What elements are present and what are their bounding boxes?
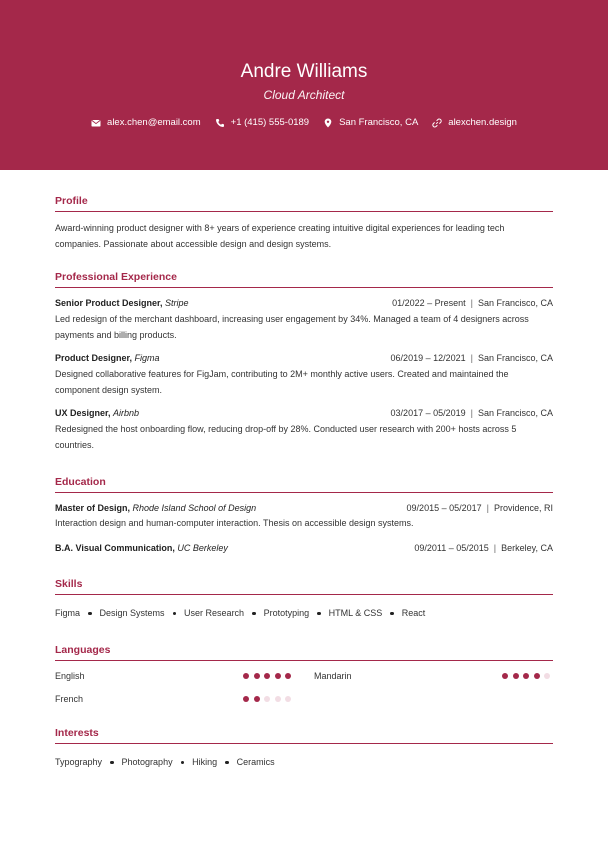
level-dot-filled bbox=[523, 673, 529, 679]
level-dot-filled bbox=[243, 696, 249, 702]
experience-entry bbox=[55, 352, 553, 398]
entry-description bbox=[55, 312, 553, 343]
level-dot-filled bbox=[264, 673, 270, 679]
contact-website[interactable] bbox=[432, 116, 517, 130]
language-name: Mandarin bbox=[314, 671, 352, 681]
entry-description-line: Designed collaborative features for FigJam, contributing to 2M+ monthly active users. Created and maintained the bbox=[55, 369, 509, 379]
mail-icon bbox=[91, 118, 101, 128]
entry-dates: 03/2017 – 05/2019 bbox=[390, 408, 466, 418]
skills-list bbox=[55, 607, 553, 620]
contact-phone-text: +1 (415) 555-0189 bbox=[230, 117, 310, 128]
interests-list bbox=[55, 756, 553, 769]
entry-header: UX Designer, Airbnb 03/2017 – 05/2019 | San Francisco, CA bbox=[55, 408, 553, 418]
level-dot-empty bbox=[285, 696, 291, 702]
contact-location bbox=[323, 116, 418, 130]
contact-email-text: alex.chen@email.com bbox=[107, 117, 201, 128]
level-dot-filled bbox=[254, 673, 260, 679]
entry-location: San Francisco, CA bbox=[477, 408, 553, 418]
level-dot-filled bbox=[254, 696, 260, 702]
level-dot-filled bbox=[502, 673, 508, 679]
entry-role: UX Designer, bbox=[55, 408, 111, 418]
language-level-mandarin bbox=[502, 673, 550, 679]
skill-item: HTML & CSS bbox=[328, 608, 383, 618]
skill-item: Prototyping bbox=[263, 608, 310, 618]
section-title-education: Education bbox=[55, 475, 553, 493]
entry-header: Senior Product Designer, Stripe 01/2022 – Present | San Francisco, CA bbox=[55, 298, 553, 308]
profile-section bbox=[55, 194, 553, 252]
location-pin-icon bbox=[323, 118, 333, 128]
person-name: Andre Williams bbox=[240, 61, 368, 82]
phone-icon bbox=[215, 118, 225, 128]
education-entry bbox=[55, 542, 553, 555]
profile-summary-line: Award-winning product designer with 8+ years of experience creating intuitive digital experiences for leading tech bbox=[55, 223, 505, 233]
skills-section bbox=[55, 577, 553, 620]
level-dot-filled bbox=[243, 673, 249, 679]
language-name: French bbox=[55, 694, 84, 704]
language-level-english bbox=[243, 673, 291, 679]
contact-bar bbox=[0, 116, 608, 130]
entry-header: Product Designer, Figma 06/2019 – 12/2021 | San Francisco, CA bbox=[55, 353, 553, 363]
contact-website-text: alexchen.design bbox=[448, 117, 517, 128]
job-title: Cloud Architect bbox=[263, 88, 345, 102]
entry-dates: 09/2011 – 05/2015 bbox=[414, 542, 489, 553]
entry-company: Figma bbox=[134, 353, 160, 363]
entry-role: Product Designer, bbox=[55, 353, 133, 363]
interests-section bbox=[55, 726, 553, 769]
level-dot-empty bbox=[544, 673, 550, 679]
contact-phone[interactable] bbox=[215, 116, 309, 130]
entry-dates: 09/2015 – 05/2017 bbox=[406, 503, 482, 513]
interest-item: Typography bbox=[55, 757, 103, 767]
education-section bbox=[55, 475, 553, 555]
contact-location-text: San Francisco, CA bbox=[339, 117, 419, 128]
bullet-separator bbox=[173, 612, 177, 616]
bullet-separator bbox=[225, 761, 229, 765]
level-dot-filled bbox=[513, 673, 519, 679]
contact-email[interactable] bbox=[91, 116, 201, 130]
education-entry bbox=[55, 502, 553, 532]
entry-location: Berkeley, CA bbox=[501, 542, 553, 553]
entry-location: Providence, RI bbox=[493, 503, 553, 513]
entry-header: B.A. Visual Communication, UC Berkeley 09/2011 – 05/2015 | Berkeley, CA bbox=[55, 542, 553, 553]
entry-company: Airbnb bbox=[113, 408, 140, 418]
skill-item: User Research bbox=[184, 608, 245, 618]
entry-description-line: payments and billing products. bbox=[55, 329, 177, 340]
language-level-french bbox=[243, 696, 291, 702]
entry-school: Rhode Island School of Design bbox=[132, 503, 257, 513]
entry-description-line: Led redesign of the merchant dashboard, increasing user engagement by 34%. Managed a team of 4 designers across bbox=[55, 314, 529, 324]
bullet-separator bbox=[317, 612, 321, 616]
section-title-interests: Interests bbox=[55, 726, 553, 744]
entry-dates: 01/2022 – Present bbox=[392, 298, 466, 308]
skill-item: Figma bbox=[55, 608, 81, 618]
bullet-separator bbox=[252, 612, 256, 616]
entry-degree: B.A. Visual Communication, bbox=[55, 542, 175, 553]
experience-section bbox=[55, 270, 553, 453]
skill-item: Design Systems bbox=[99, 608, 165, 618]
section-title-profile: Profile bbox=[55, 194, 553, 212]
section-title-experience: Professional Experience bbox=[55, 270, 553, 288]
section-title-skills: Skills bbox=[55, 577, 553, 595]
link-icon bbox=[432, 118, 442, 128]
interest-item: Photography bbox=[121, 757, 173, 767]
entry-description-line: countries. bbox=[55, 439, 95, 450]
bullet-separator bbox=[390, 612, 394, 616]
entry-degree: Master of Design, bbox=[55, 503, 131, 513]
level-dot-filled bbox=[275, 673, 281, 679]
entry-school: UC Berkeley bbox=[177, 542, 228, 553]
profile-summary-line: companies. Passionate about accessible design and design systems. bbox=[55, 238, 332, 249]
experience-entry bbox=[55, 407, 553, 453]
bullet-separator bbox=[181, 761, 185, 765]
bullet-separator bbox=[110, 761, 114, 765]
profile-summary bbox=[55, 221, 553, 252]
entry-role: Senior Product Designer, bbox=[55, 298, 163, 308]
skill-item: React bbox=[401, 608, 426, 618]
entry-location: San Francisco, CA bbox=[477, 298, 553, 308]
experience-entry bbox=[55, 297, 553, 343]
entry-company: Stripe bbox=[165, 298, 189, 308]
entry-location: San Francisco, CA bbox=[477, 353, 553, 363]
resume-header bbox=[0, 0, 608, 170]
entry-header: Master of Design, Rhode Island School of Design 09/2015 – 05/2017 | Providence, RI bbox=[55, 503, 553, 513]
entry-description bbox=[55, 367, 553, 398]
entry-description-line: Redesigned the host onboarding flow, reducing drop-off by 28%. Conducted user research with 200+ hosts across 5 bbox=[55, 424, 517, 434]
interest-item: Hiking bbox=[192, 757, 218, 767]
level-dot-empty bbox=[275, 696, 281, 702]
entry-description bbox=[55, 422, 553, 453]
entry-dates: 06/2019 – 12/2021 bbox=[390, 353, 466, 363]
level-dot-filled bbox=[285, 673, 291, 679]
section-title-languages: Languages bbox=[55, 643, 553, 661]
entry-description-line: component design system. bbox=[55, 384, 163, 395]
languages-section bbox=[55, 643, 553, 718]
interest-item: Ceramics bbox=[236, 757, 275, 767]
level-dot-filled bbox=[534, 673, 540, 679]
entry-description: Interaction design and human-computer interaction. Thesis on accessible design systems. bbox=[55, 518, 414, 528]
language-name: English bbox=[55, 671, 85, 681]
bullet-separator bbox=[88, 612, 92, 616]
level-dot-empty bbox=[264, 696, 270, 702]
